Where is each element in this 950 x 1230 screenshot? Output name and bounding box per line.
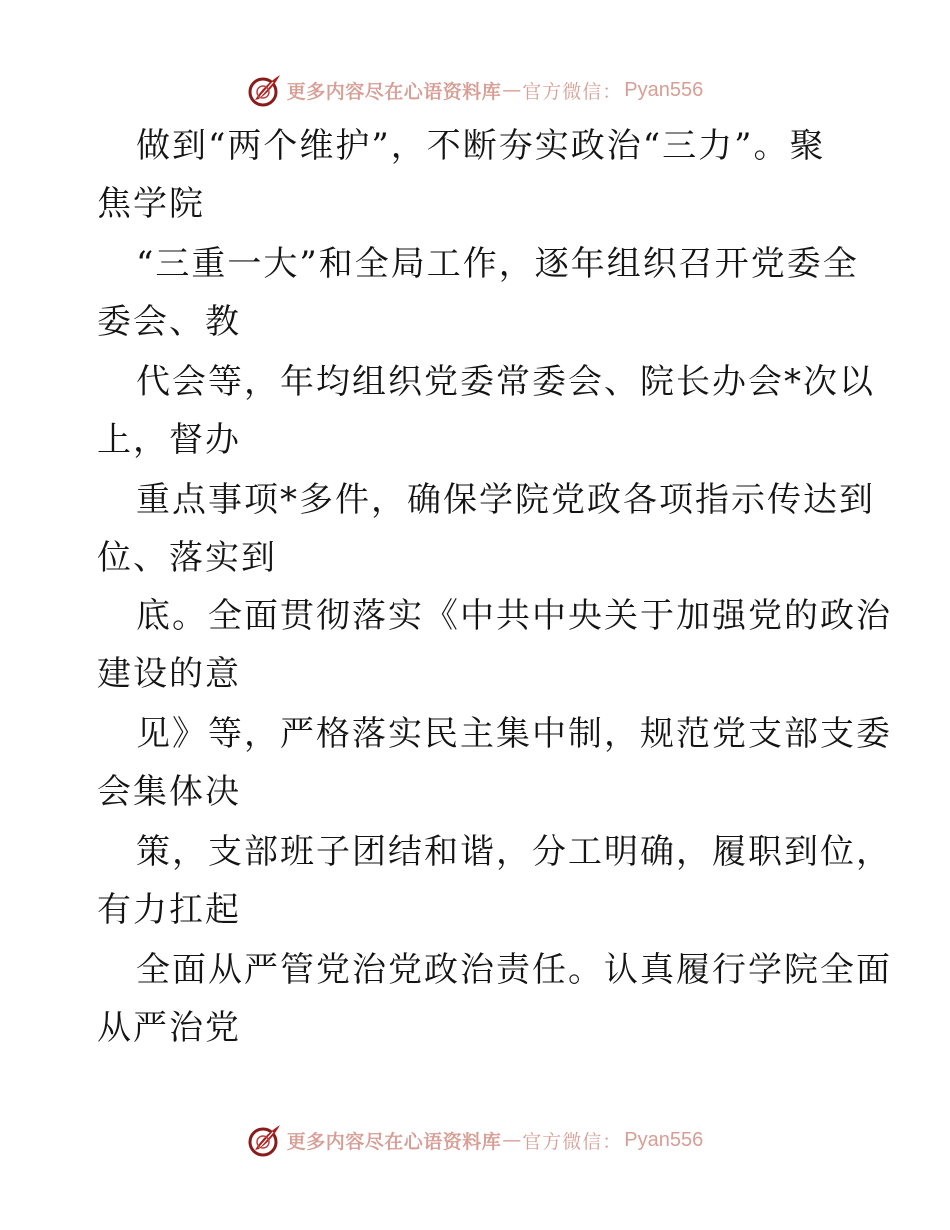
body-line-12: 会集体决 bbox=[97, 772, 241, 812]
body-line-1: 做到“两个维护”，不断夯实政治“三力”。聚 bbox=[136, 126, 826, 166]
feather-pen-logo-icon bbox=[247, 72, 283, 108]
body-line-8: 位、落实到 bbox=[97, 538, 277, 578]
body-line-11: 见》等，严格落实民主集中制，规范党支部支委 bbox=[136, 714, 892, 754]
body-line-3: “三重一大”和全局工作，逐年组织召开党委全 bbox=[136, 244, 859, 284]
body-line-6: 上，督办 bbox=[97, 420, 241, 460]
body-line-2: 焦学院 bbox=[97, 184, 205, 224]
watermark-separator: — bbox=[502, 1129, 522, 1151]
body-line-5: 代会等，年均组织党委常委会、院长办会*次以 bbox=[136, 362, 875, 402]
footer-watermark bbox=[0, 1120, 950, 1160]
body-line-16: 从严治党 bbox=[97, 1008, 241, 1048]
body-line-9: 底。全面贯彻落实《中共中央关于加强党的政治 bbox=[136, 596, 892, 636]
body-line-13: 策，支部班子团结和谐，分工明确，履职到位， bbox=[136, 832, 892, 872]
body-line-14: 有力扛起 bbox=[97, 890, 241, 930]
body-line-15: 全面从严管党治党政治责任。认真履行学院全面 bbox=[136, 950, 892, 990]
watermark-separator: — bbox=[502, 79, 522, 101]
body-line-4: 委会、教 bbox=[97, 302, 241, 342]
feather-pen-logo-icon bbox=[247, 1122, 283, 1158]
watermark-wechat-id: Pyan556 bbox=[624, 78, 704, 101]
watermark-wechat-id: Pyan556 bbox=[624, 1128, 704, 1151]
body-line-7: 重点事项*多件，确保学院党政各项指示传达到 bbox=[136, 480, 875, 520]
watermark-wechat-label: 官方微信： bbox=[522, 1130, 623, 1153]
watermark-wechat-label: 官方微信： bbox=[522, 80, 623, 103]
watermark-title: 更多内容尽在心语资料库 bbox=[286, 1130, 502, 1153]
watermark-title: 更多内容尽在心语资料库 bbox=[286, 80, 502, 103]
body-line-10: 建设的意 bbox=[97, 654, 241, 694]
header-watermark bbox=[0, 70, 950, 110]
